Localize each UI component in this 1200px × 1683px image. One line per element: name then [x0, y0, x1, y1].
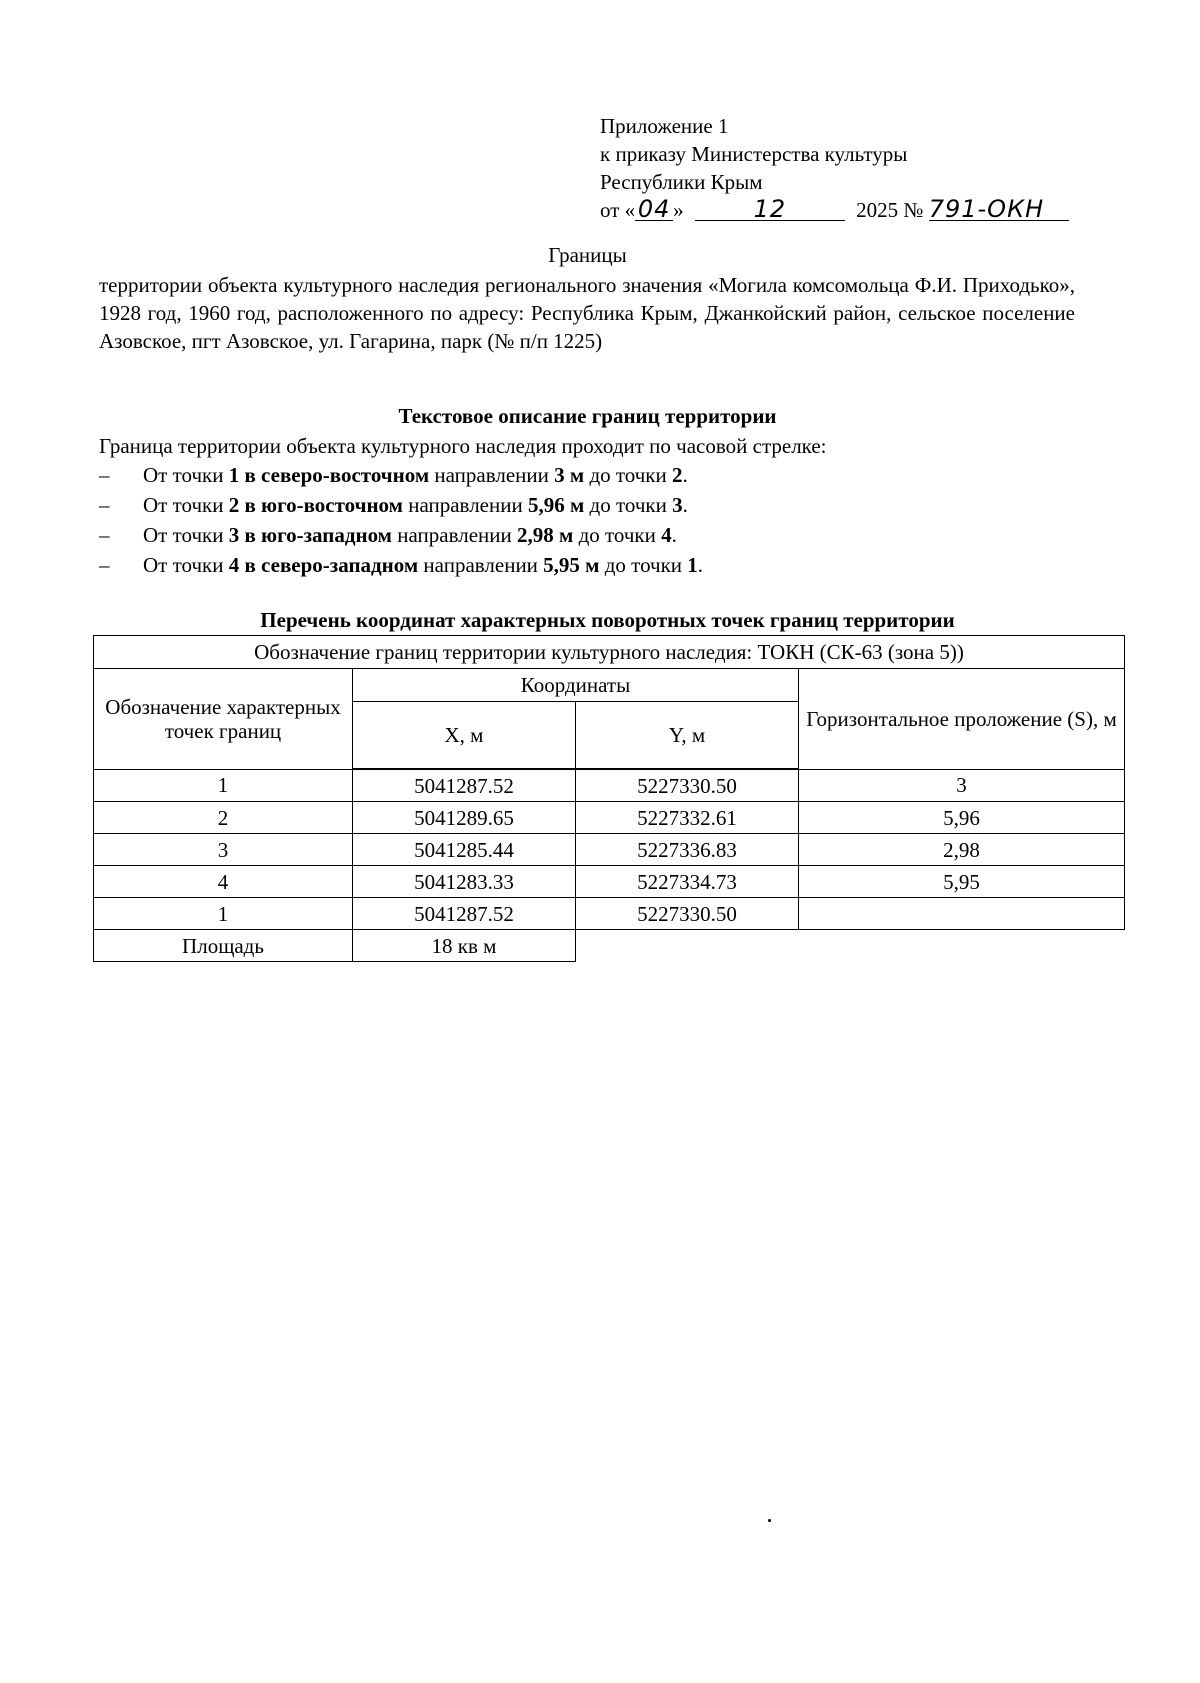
table-row — [94, 898, 1125, 930]
table-row — [94, 866, 1125, 898]
cell-x: 5041287.52 — [353, 769, 576, 802]
date-year-no: 2025 № — [856, 198, 924, 222]
cell-point: 4 — [94, 866, 353, 898]
cell-y: 5227336.83 — [576, 834, 799, 866]
boundary-list — [99, 460, 703, 580]
table-caption: Обозначение границ территории культурного наследия: ТОКН (СК-63 (зона 5)) — [94, 636, 1125, 669]
appendix-date-line — [600, 196, 1069, 224]
cell-distance: 5,95 — [799, 866, 1125, 898]
list-item: – От точки 2 в юго-восточном направлении 5,96 м до точки 3. — [99, 493, 688, 517]
area-value: 18 кв м — [353, 930, 576, 962]
cell-x: 5041285.44 — [353, 834, 576, 866]
date-prefix: от « — [600, 198, 636, 222]
date-day: 04 — [635, 198, 673, 221]
table-row — [94, 802, 1125, 834]
list-item: – От точки 3 в юго-западном направлении 2,98 м до точки 4. — [99, 523, 677, 547]
header-x: X, м — [353, 702, 576, 770]
list-item: – От точки 1 в северо-восточном направлении 3 м до точки 2. — [99, 463, 688, 487]
date-month: 12 — [695, 198, 845, 221]
cell-distance: 3 — [799, 769, 1125, 802]
cell-y: 5227332.61 — [576, 802, 799, 834]
appendix-block — [600, 112, 1069, 224]
header-distance: Горизонтальное проложение (S), м — [799, 669, 1125, 770]
table-row — [94, 769, 1125, 802]
area-row — [94, 930, 1125, 962]
cell-x: 5041289.65 — [353, 802, 576, 834]
cell-point: 1 — [94, 898, 353, 930]
cell-x: 5041287.52 — [353, 898, 576, 930]
coordinates-table — [93, 635, 1125, 962]
appendix-title: Приложение 1 — [600, 114, 729, 138]
header-points: Обозначение характерных точек границ — [94, 669, 353, 770]
header-coords: Координаты — [353, 669, 799, 702]
cell-point: 1 — [94, 769, 353, 802]
scan-speck — [768, 1519, 771, 1522]
header-y: Y, м — [576, 702, 799, 770]
table-row — [94, 834, 1125, 866]
cell-distance: 5,96 — [799, 802, 1125, 834]
area-label: Площадь — [94, 930, 353, 962]
text-section-intro: Граница территории объекта культурного наследия проходит по часовой стрелке: — [99, 434, 827, 458]
page-heading: Границы — [548, 243, 627, 267]
cell-y: 5227334.73 — [576, 866, 799, 898]
appendix-order-ref: к приказу Министерства культуры — [600, 142, 908, 166]
cell-x: 5041283.33 — [353, 866, 576, 898]
appendix-republic: Республики Крым — [600, 170, 763, 194]
text-section-title: Текстовое описание границ территории — [398, 404, 777, 428]
table-title: Перечень координат характерных поворотных точек границ территории — [260, 608, 955, 632]
list-item: – От точки 4 в северо-западном направлении 5,95 м до точки 1. — [99, 553, 704, 577]
cell-distance: 2,98 — [799, 834, 1125, 866]
cell-point: 2 — [94, 802, 353, 834]
cell-distance — [799, 898, 1125, 930]
date-mid: » — [673, 198, 684, 222]
cell-y: 5227330.50 — [576, 898, 799, 930]
area-empty — [576, 930, 1125, 962]
object-description: территории объекта культурного наследия регионального значения «Могила комсомольца Ф.И. Приходько», 1928 год, 1960 год, расположенного по адресу: Республика Крым, Джанкойский район, сельское поселение Азовское, пгт Азовское, ул. Гагарина, парк (№ п/п 1225) — [99, 273, 1075, 353]
order-number: 791-ОКН — [929, 198, 1069, 221]
cell-y: 5227330.50 — [576, 769, 799, 802]
cell-point: 3 — [94, 834, 353, 866]
